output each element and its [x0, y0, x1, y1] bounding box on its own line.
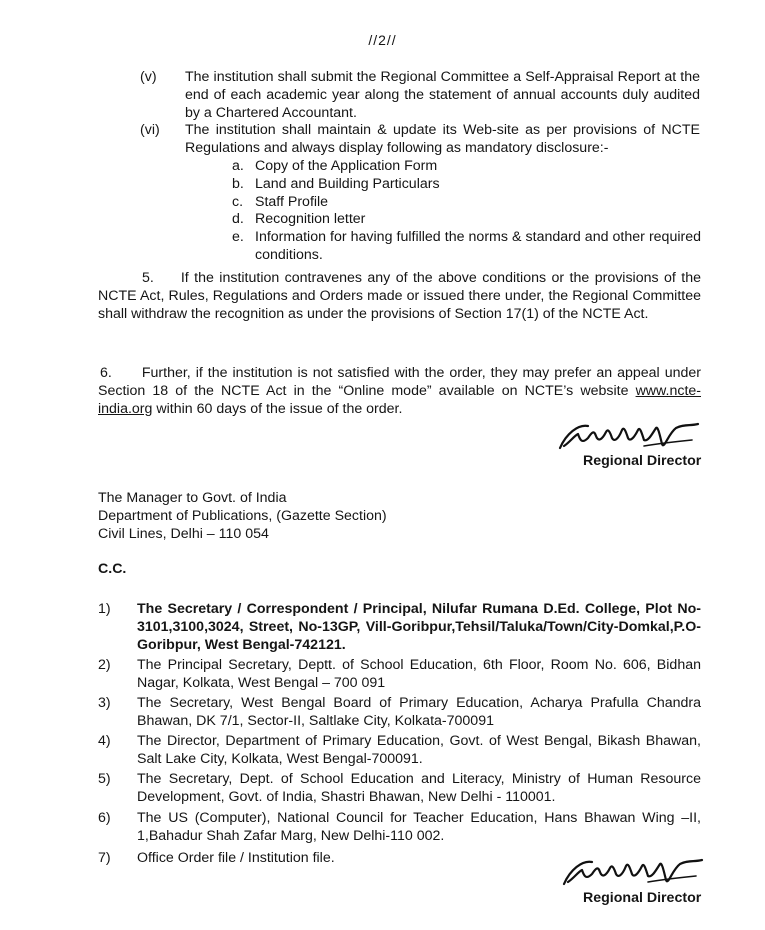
paragraph-6	[98, 364, 701, 418]
disclosure-c-letter: c.	[232, 194, 244, 210]
disclosure-e-text: Information for having fulfilled the norms & standard and other required conditions.	[255, 229, 701, 263]
disclosure-a-letter: a.	[232, 158, 244, 174]
disclosure-c-text: Staff Profile	[255, 194, 329, 210]
disclosure-b-text: Land and Building Particulars	[255, 176, 440, 192]
cc-item-5-number: 5)	[98, 771, 111, 787]
paragraph-5	[98, 269, 701, 323]
condition-vi-number: (vi)	[140, 122, 160, 138]
cc-item-4-number: 4)	[98, 733, 111, 749]
page-number: //2//	[368, 32, 397, 48]
cc-heading: C.C.	[98, 561, 127, 577]
address-line-2: Department of Publications, (Gazette Section)	[98, 508, 387, 524]
paragraph-5-number: 5.	[142, 270, 154, 286]
cc-item-4-text: The Director, Department of Primary Education, Govt. of West Bengal, Bikash Bhawan, Salt Lake City, Kolkata, West Bengal-700091.	[137, 733, 701, 767]
cc-item-1-number: 1)	[98, 601, 111, 617]
cc-item-6-number: 6)	[98, 810, 111, 826]
cc-item-2-number: 2)	[98, 657, 111, 673]
signature-1-title: Regional Director	[583, 453, 702, 469]
address-line-1: The Manager to Govt. of India	[98, 490, 287, 506]
condition-v-text: The institution shall submit the Regional Committee a Self-Appraisal Report at the end of each academic year along the statement of annual accounts duly audited by a Chartered Accountant.	[185, 69, 700, 121]
signature-1-image	[552, 414, 702, 454]
cc-item-3-number: 3)	[98, 695, 111, 711]
cc-item-1-text: The Secretary / Correspondent / Principal, Nilufar Rumana D.Ed. College, Plot No-3101,3100,3024, Street, No-13GP, Vill-Goribpur,Tehsil/Taluka/Town/City-Domkal,P.O-Goribpur, West Bengal-742121.	[137, 601, 701, 653]
cc-item-7-number: 7)	[98, 850, 111, 866]
disclosure-a-text: Copy of the Application Form	[255, 158, 438, 174]
disclosure-b-letter: b.	[232, 176, 244, 192]
cc-item-6-text: The US (Computer), National Council for Teacher Education, Hans Bhawan Wing –II, 1,Bahadur Shah Zafar Marg, New Delhi-110 002.	[137, 810, 701, 844]
cc-item-7-text: Office Order file / Institution file.	[137, 850, 335, 866]
paragraph-6-text-after: within 60 days of the issue of the order.	[152, 401, 403, 417]
condition-vi-text: The institution shall maintain & update its Web-site as per provisions of NCTE Regulations and always display following as mandatory disclosure:-	[185, 122, 700, 156]
cc-item-3-text: The Secretary, West Bengal Board of Primary Education, Acharya Prafulla Chandra Bhawan, DK 7/1, Sector-II, Saltlake City, Kolkata-700091	[137, 695, 701, 729]
disclosure-d-letter: d.	[232, 211, 244, 227]
address-line-3: Civil Lines, Delhi – 110 054	[98, 526, 269, 542]
signature-2-title: Regional Director	[583, 890, 702, 906]
disclosure-e-letter: e.	[232, 229, 244, 245]
paragraph-5-text: If the institution contravenes any of the above conditions or the provisions of the NCTE Act, Rules, Regulations and Orders made or issued there under, the Regional Committee shall withdraw the recognition as under the provisions of Section 17(1) of the NCTE Act.	[98, 270, 701, 322]
paragraph-6-text-before: Further, if the institution is not satisfied with the order, they may prefer an appeal under Section 18 of the NCTE Act in the “Online mode” available on NCTE’s website	[98, 365, 701, 399]
signature-2-image	[556, 850, 706, 890]
cc-item-5-text: The Secretary, Dept. of School Education and Literacy, Ministry of Human Resource Development, Govt. of India, Shastri Bhawan, New Delhi - 110001.	[137, 771, 701, 805]
cc-item-2-text: The Principal Secretary, Deptt. of School Education, 6th Floor, Room No. 606, Bidhan Nagar, Kolkata, West Bengal – 700 091	[137, 657, 701, 691]
disclosure-d-text: Recognition letter	[255, 211, 366, 227]
paragraph-6-number: 6.	[100, 365, 112, 381]
condition-v-number: (v)	[140, 69, 157, 85]
ncte-website-link[interactable]: www.ncte-india.org	[98, 383, 701, 417]
